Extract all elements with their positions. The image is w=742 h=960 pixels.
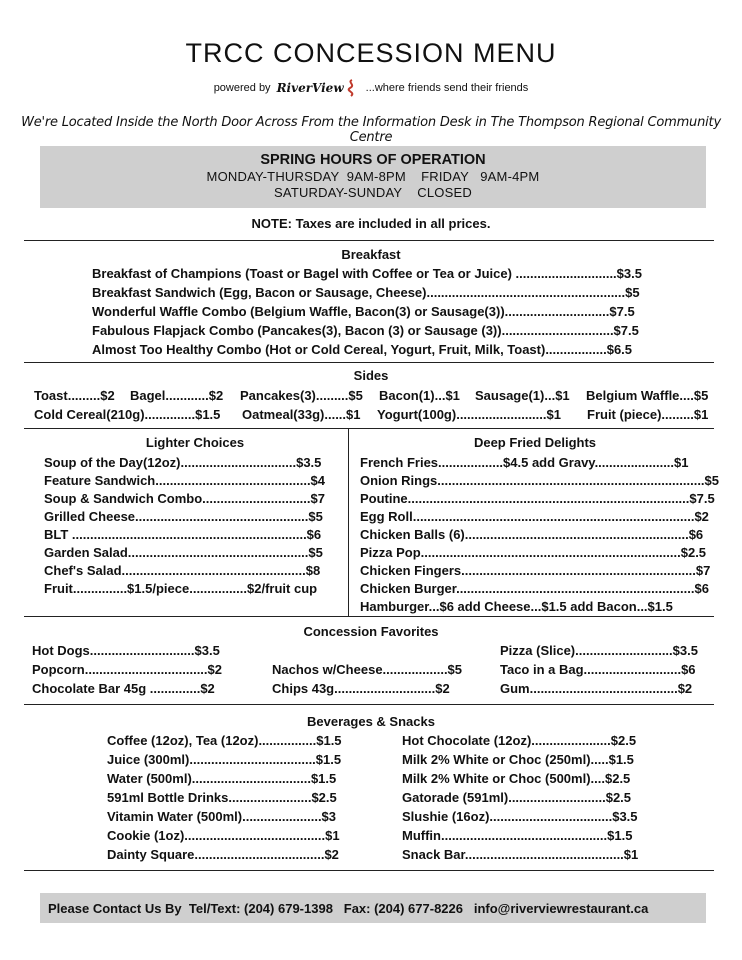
favorites-heading: Concession Favorites (303, 624, 439, 639)
divider (24, 240, 714, 241)
divider (24, 616, 714, 617)
deep-fried-item: Poutine..............................................................................$7.5 (360, 491, 715, 506)
divider (24, 704, 714, 705)
divider (24, 362, 714, 363)
menu-title: TRCC CONCESSION MENU (185, 38, 557, 68)
beverage-item: Water (500ml).................................$1.5 (107, 771, 337, 786)
favorite-item: Popcorn..................................$2 (32, 662, 222, 677)
breakfast-item: Fabulous Flapjack Combo (Pancakes(3), Bacon (3) or Sausage (3))...............................$7.5 (92, 323, 639, 338)
beverage-item: Milk 2% White or Choc (500ml)....$2.5 (402, 771, 631, 786)
beverage-item: Milk 2% White or Choc (250ml).....$1.5 (402, 752, 634, 767)
favorite-item: Nachos w/Cheese..................$5 (272, 662, 463, 677)
location-text: We're Located Inside the North Door Across From the Information Desk in The Thompson Regional Community Centre (21, 115, 721, 145)
favorite-item: Taco in a Bag...........................$6 (500, 662, 696, 677)
beverage-item: Coffee (12oz), Tea (12oz)................$1.5 (107, 733, 342, 748)
tagline: ...where friends send their friends (365, 82, 529, 94)
beverage-item: Hot Chocolate (12oz)......................$2.5 (402, 733, 637, 748)
hours-title: SPRING HOURS OF OPERATION (260, 152, 486, 168)
deep-fried-item: Onion Rings..........................................................................$5 (360, 473, 720, 488)
deep-fried-item: French Fries..................$4.5 add Gravy......................$1 (360, 455, 689, 470)
side-item: Fruit (piece).........$1 (587, 407, 709, 422)
deep-fried-item: Egg Roll..............................................................................$2 (360, 509, 709, 524)
hours-box (40, 146, 706, 208)
lighter-item: Grilled Cheese................................................$5 (44, 509, 323, 524)
powered-by-line (0, 79, 742, 97)
lighter-heading: Lighter Choices (145, 435, 245, 450)
sides-heading: Sides (353, 368, 389, 383)
deep-fried-heading: Deep Fried Delights (473, 435, 597, 450)
beverage-item: Cookie (1oz).......................................$1 (107, 828, 340, 843)
side-item: Cold Cereal(210g)..............$1.5 (34, 407, 221, 422)
side-item: Yogurt(100g).........................$1 (377, 407, 561, 422)
beverage-item: Snack Bar............................................$1 (402, 847, 639, 862)
beverage-item: Slushie (16oz)..................................$3.5 (402, 809, 638, 824)
beverages-heading: Beverages & Snacks (307, 714, 435, 729)
deep-fried-item: Chicken Balls (6)..............................................................$6 (360, 527, 704, 542)
side-item: Bacon(1)...$1 (379, 388, 460, 403)
lighter-item: Feature Sandwich...........................................$4 (44, 473, 326, 488)
dragon-icon (344, 79, 360, 97)
hours-weekend: SATURDAY-SUNDAY CLOSED (274, 185, 472, 200)
breakfast-item: Wonderful Waffle Combo (Belgium Waffle, Bacon(3) or Sausage(3)).............................$7.5 (92, 304, 635, 319)
tax-note: NOTE: Taxes are included in all prices. (251, 216, 491, 231)
breakfast-item: Breakfast of Champions (Toast or Bagel with Coffee or Tea or Juice) ............................$3.5 (92, 266, 642, 281)
side-item: Pancakes(3).........$5 (240, 388, 363, 403)
side-item: Toast.........$2 (34, 388, 115, 403)
side-item: Bagel............$2 (130, 388, 224, 403)
deep-fried-item: Chicken Burger..................................................................$6 (360, 581, 709, 596)
lighter-item: Garden Salad..................................................$5 (44, 545, 323, 560)
breakfast-item: Almost Too Healthy Combo (Hot or Cold Cereal, Yogurt, Fruit, Milk, Toast).................$6.5 (92, 342, 633, 357)
beverage-item: Vitamin Water (500ml)......................$3 (107, 809, 337, 824)
beverage-item: Muffin..............................................$1.5 (402, 828, 633, 843)
breakfast-heading: Breakfast (341, 247, 401, 262)
lighter-item: Soup & Sandwich Combo..............................$7 (44, 491, 325, 506)
deep-fried-item: Pizza Pop........................................................................$2.5 (360, 545, 707, 560)
beverage-item: Juice (300ml)...................................$1.5 (107, 752, 342, 767)
beverage-item: 591ml Bottle Drinks.......................$2.5 (107, 790, 337, 805)
favorite-item: Chips 43g............................$2 (272, 681, 450, 696)
favorite-item: Chocolate Bar 45g ..............$2 (32, 681, 215, 696)
side-item: Oatmeal(33g)......$1 (242, 407, 361, 422)
deep-fried-item: Chicken Fingers.................................................................$7 (360, 563, 711, 578)
breakfast-item: Breakfast Sandwich (Egg, Bacon or Sausage, Cheese).......................................................$5 (92, 285, 640, 300)
beverage-item: Dainty Square....................................$2 (107, 847, 339, 862)
logo-text: RiverView (276, 81, 344, 95)
contact-text: Please Contact Us By Tel/Text: (204) 679-1398 Fax: (204) 677-8226 info@riverviewrestaurant.ca (48, 900, 649, 916)
lighter-item: Fruit...............$1.5/piece................$2/fruit cup (44, 581, 318, 596)
contact-footer (40, 893, 706, 923)
side-item: Sausage(1)...$1 (475, 388, 570, 403)
lighter-item: Chef's Salad...................................................$8 (44, 563, 321, 578)
favorite-item: Gum.........................................$2 (500, 681, 693, 696)
column-divider (348, 428, 349, 616)
lighter-item: BLT .................................................................$6 (44, 527, 322, 542)
beverage-item: Gatorade (591ml)...........................$2.5 (402, 790, 632, 805)
powered-by-label: powered by (213, 82, 271, 94)
deep-fried-item: Hamburger...$6 add Cheese...$1.5 add Bacon...$1.5 (360, 599, 673, 614)
favorite-item: Pizza (Slice)...........................$3.5 (500, 643, 698, 658)
hours-weekday: MONDAY-THURSDAY 9AM-8PM FRIDAY 9AM-4PM (206, 169, 540, 184)
riverview-logo (277, 79, 360, 97)
lighter-item: Soup of the Day(12oz)................................$3.5 (44, 455, 322, 470)
divider (24, 428, 714, 429)
favorite-item: Hot Dogs.............................$3.5 (32, 643, 220, 658)
side-item: Belgium Waffle....$5 (586, 388, 709, 403)
divider (24, 870, 714, 871)
